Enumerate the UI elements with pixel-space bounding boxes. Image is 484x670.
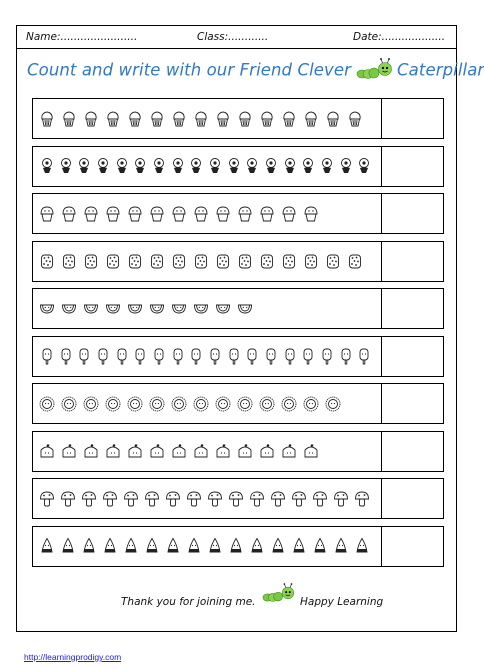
- icon-group: [39, 384, 379, 423]
- cookie-jar-icon: [127, 252, 149, 270]
- cupcake-icon: [325, 110, 347, 128]
- cupcake-icon: [83, 110, 105, 128]
- lollipop-flower-icon: [114, 157, 133, 175]
- mushroom-icon: [60, 490, 81, 508]
- popsicle-icon: [319, 347, 338, 365]
- mushroom-icon: [312, 490, 333, 508]
- cookie-jar-icon: [61, 252, 83, 270]
- icon-group: [39, 337, 379, 376]
- candy-corn-icon: [39, 537, 60, 555]
- lollipop-flower-icon: [244, 157, 263, 175]
- muffin-icon: [61, 205, 83, 223]
- icon-group: [39, 479, 379, 518]
- popsicle-icon: [188, 347, 207, 365]
- icon-group: [39, 527, 379, 566]
- mushroom-icon: [186, 490, 207, 508]
- lollipop-flower-icon: [300, 157, 319, 175]
- mushroom-icon: [249, 490, 270, 508]
- popsicle-icon: [151, 347, 170, 365]
- mushroom-icon: [81, 490, 102, 508]
- counting-row: [32, 288, 444, 329]
- cookie-jar-icon: [281, 252, 303, 270]
- mushroom-icon: [144, 490, 165, 508]
- worksheet-frame: [16, 25, 484, 632]
- sun-face-icon: [259, 395, 281, 413]
- candy-corn-icon: [312, 537, 333, 555]
- answer-box[interactable]: [382, 289, 443, 328]
- date-dots: ...................: [381, 31, 446, 43]
- answer-box[interactable]: [382, 479, 443, 518]
- popsicle-icon: [207, 347, 226, 365]
- mushroom-icon: [291, 490, 312, 508]
- worksheet-title: [27, 58, 484, 82]
- mushroom-icon: [270, 490, 291, 508]
- counting-row: [32, 98, 444, 139]
- class-field: Class:............: [197, 31, 269, 43]
- popsicle-icon: [76, 347, 95, 365]
- sun-face-icon: [83, 395, 105, 413]
- cake-slice-icon: [149, 442, 171, 460]
- cupcake-icon: [215, 110, 237, 128]
- muffin-icon: [149, 205, 171, 223]
- cake-slice-icon: [281, 442, 303, 460]
- class-label: Class: [197, 31, 225, 43]
- candy-corn-icon: [123, 537, 144, 555]
- counting-row: [32, 431, 444, 472]
- candy-corn-icon: [165, 537, 186, 555]
- popsicle-icon: [263, 347, 282, 365]
- watermelon-icon: [237, 300, 259, 318]
- website-link[interactable]: http://learningprodigy.com: [24, 652, 122, 662]
- mushroom-icon: [354, 490, 375, 508]
- lollipop-flower-icon: [263, 157, 282, 175]
- cupcake-icon: [39, 110, 61, 128]
- cookie-jar-icon: [149, 252, 171, 270]
- date-label: Date: [353, 31, 379, 43]
- class-dots: ............: [228, 31, 269, 43]
- watermelon-icon: [193, 300, 215, 318]
- sun-face-icon: [325, 395, 347, 413]
- name-field: Name:.......................: [26, 31, 138, 43]
- sun-face-icon: [281, 395, 303, 413]
- cupcake-icon: [61, 110, 83, 128]
- muffin-icon: [171, 205, 193, 223]
- popsicle-icon: [356, 347, 375, 365]
- sun-face-icon: [237, 395, 259, 413]
- cake-slice-icon: [237, 442, 259, 460]
- popsicle-icon: [58, 347, 77, 365]
- name-label: Name: [26, 31, 57, 43]
- cookie-jar-icon: [83, 252, 105, 270]
- cake-slice-icon: [105, 442, 127, 460]
- mushroom-icon: [333, 490, 354, 508]
- cupcake-icon: [149, 110, 171, 128]
- cupcake-icon: [105, 110, 127, 128]
- header-divider: [17, 48, 456, 49]
- popsicle-icon: [132, 347, 151, 365]
- watermelon-icon: [215, 300, 237, 318]
- cupcake-icon: [281, 110, 303, 128]
- candy-corn-icon: [228, 537, 249, 555]
- sun-face-icon: [171, 395, 193, 413]
- cupcake-icon: [259, 110, 281, 128]
- counting-row: [32, 146, 444, 187]
- counting-row: [32, 526, 444, 567]
- answer-box[interactable]: [382, 527, 443, 566]
- mushroom-icon: [165, 490, 186, 508]
- muffin-icon: [281, 205, 303, 223]
- cupcake-icon: [127, 110, 149, 128]
- muffin-icon: [83, 205, 105, 223]
- candy-corn-icon: [186, 537, 207, 555]
- cake-slice-icon: [193, 442, 215, 460]
- watermelon-icon: [83, 300, 105, 318]
- happy-learning-text: Happy Learning: [300, 596, 384, 608]
- sun-face-icon: [303, 395, 325, 413]
- answer-box[interactable]: [382, 384, 443, 423]
- popsicle-icon: [300, 347, 319, 365]
- cupcake-icon: [237, 110, 259, 128]
- lollipop-flower-icon: [58, 157, 77, 175]
- sun-face-icon: [215, 395, 237, 413]
- muffin-icon: [215, 205, 237, 223]
- cookie-jar-icon: [193, 252, 215, 270]
- answer-box[interactable]: [382, 242, 443, 281]
- mushroom-icon: [228, 490, 249, 508]
- cookie-jar-icon: [325, 252, 347, 270]
- answer-box[interactable]: [382, 194, 443, 233]
- student-info-header: [17, 31, 456, 47]
- cookie-jar-icon: [237, 252, 259, 270]
- cake-slice-icon: [127, 442, 149, 460]
- candy-corn-icon: [354, 537, 375, 555]
- popsicle-icon: [39, 347, 58, 365]
- muffin-icon: [259, 205, 281, 223]
- icon-group: [39, 194, 379, 233]
- cookie-jar-icon: [105, 252, 127, 270]
- counting-grid: [32, 98, 444, 571]
- sun-face-icon: [127, 395, 149, 413]
- cake-slice-icon: [259, 442, 281, 460]
- candy-corn-icon: [333, 537, 354, 555]
- watermelon-icon: [149, 300, 171, 318]
- counting-row: [32, 241, 444, 282]
- lollipop-flower-icon: [356, 157, 375, 175]
- name-dots: .......................: [60, 31, 138, 43]
- muffin-icon: [193, 205, 215, 223]
- popsicle-icon: [244, 347, 263, 365]
- date-field: Date:...................: [353, 31, 446, 43]
- mushroom-icon: [123, 490, 144, 508]
- lollipop-flower-icon: [132, 157, 151, 175]
- cake-slice-icon: [215, 442, 237, 460]
- sun-face-icon: [39, 395, 61, 413]
- title-text: Count and write with our Friend Clever: [27, 60, 352, 80]
- muffin-icon: [105, 205, 127, 223]
- mushroom-icon: [207, 490, 228, 508]
- answer-box[interactable]: [382, 99, 443, 138]
- title-text-caterpillar: Caterpillar: [397, 60, 484, 80]
- watermelon-icon: [61, 300, 83, 318]
- lollipop-flower-icon: [226, 157, 245, 175]
- caterpillar-icon: [356, 58, 394, 84]
- footer: [17, 579, 456, 619]
- counting-row: [32, 478, 444, 519]
- candy-corn-icon: [270, 537, 291, 555]
- lollipop-flower-icon: [170, 157, 189, 175]
- lollipop-flower-icon: [338, 157, 357, 175]
- thanks-text: Thank you for joining me.: [121, 596, 256, 608]
- watermelon-icon: [171, 300, 193, 318]
- lollipop-flower-icon: [76, 157, 95, 175]
- counting-row: [32, 383, 444, 424]
- cake-slice-icon: [61, 442, 83, 460]
- popsicle-icon: [170, 347, 189, 365]
- lollipop-flower-icon: [282, 157, 301, 175]
- lollipop-flower-icon: [207, 157, 226, 175]
- answer-box[interactable]: [382, 337, 443, 376]
- cake-slice-icon: [39, 442, 61, 460]
- icon-group: [39, 289, 379, 328]
- icon-group: [39, 242, 379, 281]
- watermelon-icon: [105, 300, 127, 318]
- lollipop-flower-icon: [151, 157, 170, 175]
- popsicle-icon: [95, 347, 114, 365]
- candy-corn-icon: [291, 537, 312, 555]
- answer-box[interactable]: [382, 147, 443, 186]
- mushroom-icon: [39, 490, 60, 508]
- cake-slice-icon: [171, 442, 193, 460]
- cake-slice-icon: [303, 442, 325, 460]
- sun-face-icon: [193, 395, 215, 413]
- cookie-jar-icon: [215, 252, 237, 270]
- watermelon-icon: [39, 300, 61, 318]
- candy-corn-icon: [102, 537, 123, 555]
- muffin-icon: [39, 205, 61, 223]
- cake-slice-icon: [83, 442, 105, 460]
- cupcake-icon: [303, 110, 325, 128]
- candy-corn-icon: [249, 537, 270, 555]
- cupcake-icon: [347, 110, 369, 128]
- icon-group: [39, 432, 379, 471]
- icon-group: [39, 147, 379, 186]
- sun-face-icon: [105, 395, 127, 413]
- cookie-jar-icon: [303, 252, 325, 270]
- icon-group: [39, 99, 379, 138]
- muffin-icon: [127, 205, 149, 223]
- candy-corn-icon: [81, 537, 102, 555]
- candy-corn-icon: [144, 537, 165, 555]
- popsicle-icon: [114, 347, 133, 365]
- sun-face-icon: [149, 395, 171, 413]
- cookie-jar-icon: [259, 252, 281, 270]
- lollipop-flower-icon: [95, 157, 114, 175]
- lollipop-flower-icon: [39, 157, 58, 175]
- caterpillar-icon: [262, 582, 296, 607]
- cookie-jar-icon: [39, 252, 61, 270]
- muffin-icon: [237, 205, 259, 223]
- muffin-icon: [303, 205, 325, 223]
- candy-corn-icon: [207, 537, 228, 555]
- counting-row: [32, 336, 444, 377]
- popsicle-icon: [226, 347, 245, 365]
- cupcake-icon: [193, 110, 215, 128]
- sun-face-icon: [61, 395, 83, 413]
- cookie-jar-icon: [347, 252, 369, 270]
- watermelon-icon: [127, 300, 149, 318]
- answer-box[interactable]: [382, 432, 443, 471]
- mushroom-icon: [102, 490, 123, 508]
- counting-row: [32, 193, 444, 234]
- candy-corn-icon: [60, 537, 81, 555]
- popsicle-icon: [282, 347, 301, 365]
- cupcake-icon: [171, 110, 193, 128]
- lollipop-flower-icon: [188, 157, 207, 175]
- cookie-jar-icon: [171, 252, 193, 270]
- popsicle-icon: [338, 347, 357, 365]
- lollipop-flower-icon: [319, 157, 338, 175]
